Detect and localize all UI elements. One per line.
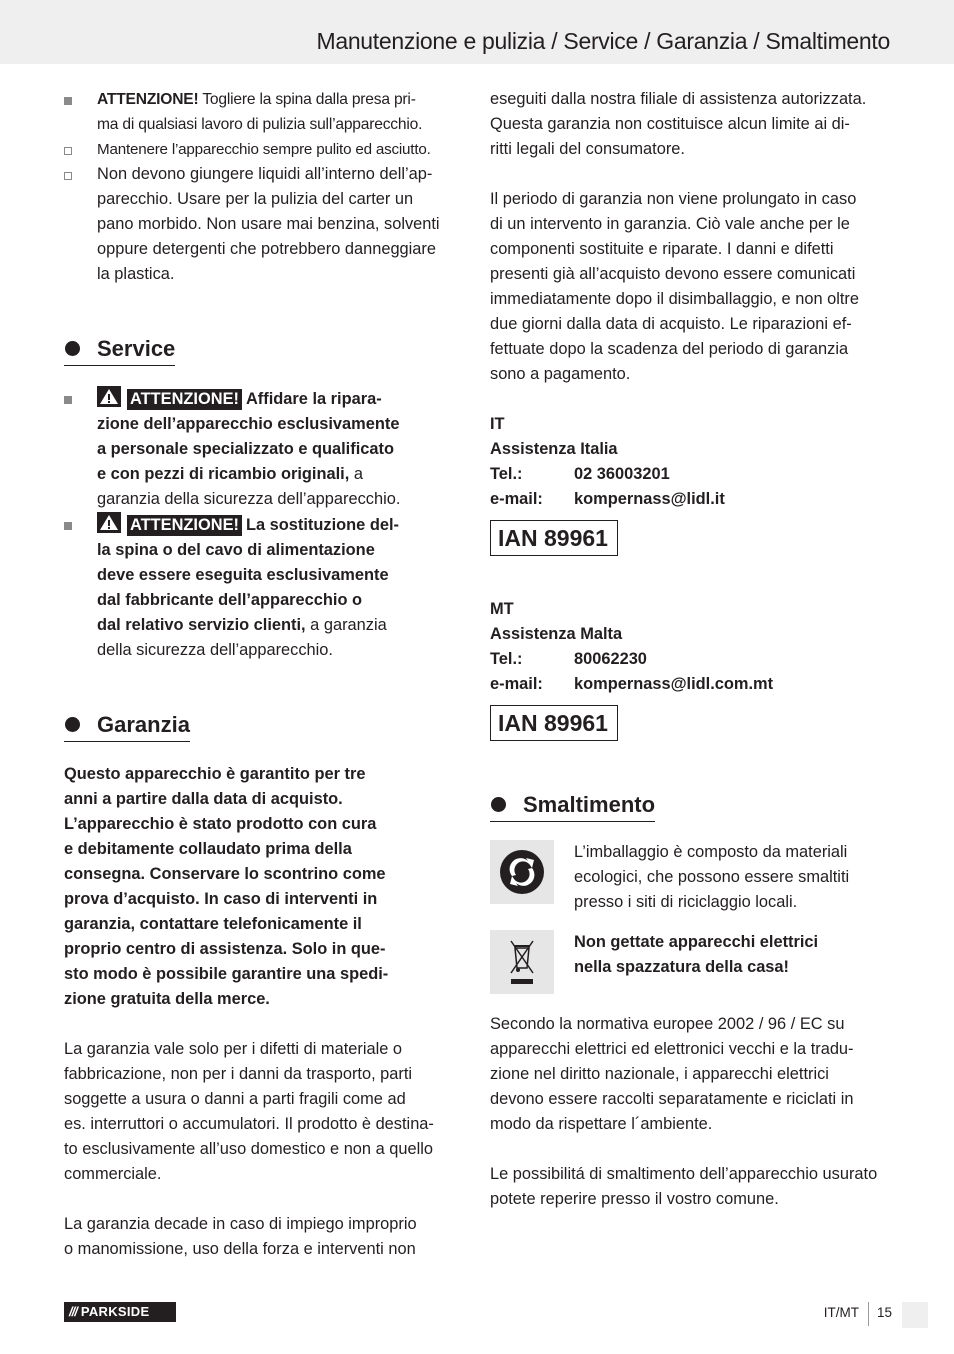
text-line: nella spazzatura della casa! [574,958,789,976]
footer-tab-marker [902,1302,928,1328]
text-line: sto modo è possibile garantire una spedi- [64,965,389,983]
text: dal relativo servizio clienti, [97,616,306,634]
maintenance-item-liquids [64,162,464,287]
text-line: della sicurezza dell’apparecchio. [97,641,333,659]
text: a garanzia [305,616,387,634]
text-line: anni a partire dalla data di acquisto. [64,790,343,808]
text: Togliere la spina dalla presa pri- [198,91,416,108]
text-line: garanzia, contattare telefonicamente il [64,915,362,933]
page-title: Manutenzione e pulizia / Service / Garanzia / Smaltimento [316,28,890,54]
heading-text: Service [97,336,176,361]
text-line: Le possibilitá di smaltimento dell’apparecchio usurato [490,1165,878,1183]
text-line: to esclusivamente all’uso domestico e non a quello [64,1140,434,1158]
text-line: la spina o del cavo di alimentazione [97,541,375,559]
text-line: immediatamente dopo il disimballaggio, e non oltre [490,290,859,308]
disposal-weee [490,930,892,994]
text-line: zione dell’apparecchio esclusivamente [97,415,400,433]
country-code: IT [490,415,505,433]
text-line: o manomissione, uso della forza e interventi non [64,1240,416,1258]
text-line: la plastica. [97,265,175,283]
text-line: parecchio. Usare per la pulizia del carter un [97,190,414,208]
text-line: pano morbido. Non usare mai benzina, solventi [97,215,440,233]
recycling-icon [490,840,554,904]
service-item-cable [64,512,464,663]
text-line: ma di qualsiasi lavoro di pulizia sull’apparecchio. [97,116,423,133]
text-line: La garanzia vale solo per i difetti di materiale o [64,1040,403,1058]
text-line: zione nel diritto nazionale, i apparecchi elettrici [490,1065,829,1083]
right-column [490,87,892,1212]
disposal-paragraph-directive [490,1012,892,1137]
text-line: zione gratuita della merce. [64,990,270,1008]
text-line: fabbricazione, non per i danni da trasporto, parti [64,1065,413,1083]
text-line: garanzia della sicurezza dell’apparecchio. [97,490,401,508]
email-address: kompernass@lidl.com.mt [574,675,774,693]
text: e con pezzi di ricambio originali, [97,465,350,483]
service-center-name: Assistenza Italia [490,440,618,458]
text-line: dal fabbricante dell’apparecchio o [97,591,363,609]
phone-number: 80062230 [574,650,647,668]
email-label: e-mail: [490,490,543,508]
left-column [64,87,464,1262]
email-address: kompernass@lidl.it [574,490,725,508]
warranty-paragraph-void-continued [490,87,892,162]
text-line: devono essere raccolti separatamente e riciclati in [490,1090,854,1108]
text-line: La garanzia decade in caso di impiego improprio [64,1215,417,1233]
warranty-intro [64,762,464,1012]
parkside-logo [64,1302,176,1322]
text-line: soggette a usura o danni a parti fragili come ad [64,1090,406,1108]
bullet-square-outline-icon [64,172,72,180]
phone-label: Tel.: [490,650,523,668]
text-line: modo da rispettare l´ambiente. [490,1115,713,1133]
text-line: es. interruttori o accumulatori. Il prodotto è destina- [64,1115,434,1133]
text-line: Non gettate apparecchi elettrici [574,933,819,951]
service-center-name: Assistenza Malta [490,625,623,643]
heading-text: Smaltimento [523,792,656,817]
warranty-paragraph-period [490,187,892,387]
crossed-bin-icon [490,930,554,994]
warning-word: ATTENZIONE! [97,91,199,108]
text-line: Secondo la normativa europee 2002 / 96 / EC su [490,1015,845,1033]
text-line: commerciale. [64,1165,162,1183]
text-line: consegna. Conservare lo scontrino come [64,865,386,883]
text-line: ecologici, che possono essere smaltiti [574,868,850,886]
service-item-repair [64,386,464,512]
text-line: componenti sostituite e riparate. I danni e difetti [490,240,834,258]
text-line: prova d’acquisto. In caso di interventi in [64,890,378,908]
service-heading [64,335,175,366]
disposal-packaging [490,840,892,915]
text: La sostituzione del- [245,516,399,534]
text-line: presso i siti di riciclaggio locali. [574,893,798,911]
text-line: oppure detergenti che potrebbero danneggiare [97,240,437,258]
text-line: deve essere eseguita esclusivamente [97,566,389,584]
text-line: L’imballaggio è composto da materiali [574,843,848,861]
text: Affidare la ripara- [245,390,382,408]
text-line: fettuate dopo la scadenza del periodo di garanzia [490,340,849,358]
warning-triangle-icon [97,386,121,407]
disposal-heading [490,791,655,822]
warning-triangle-icon [97,512,121,533]
text-line: presenti già all’acquisto devono essere comunicati [490,265,856,283]
ian-box-malta: IAN 89961 [490,705,618,741]
heading-bullet-icon [65,717,80,732]
text-line: ritti legali del consumatore. [490,140,685,158]
footer-divider [868,1302,869,1326]
bullet-square-icon [64,97,72,105]
text-line: Mantenere l’apparecchio sempre pulito ed asciutto. [97,141,431,158]
page-number: 15 [877,1305,893,1320]
email-label: e-mail: [490,675,543,693]
text-line: Il periodo di garanzia non viene prolungato in caso [490,190,857,208]
ian-box-italy: IAN 89961 [490,520,618,556]
text-line: apparecchi elettrici ed elettronici vecchi e la tradu- [490,1040,854,1058]
bullet-square-outline-icon [64,147,72,155]
bullet-square-icon [64,522,72,530]
contact-italy [490,412,892,512]
text-line: sono a pagamento. [490,365,631,383]
phone-number: 02 36003201 [574,465,670,483]
footer-region: IT/MT [823,1305,859,1320]
text-line: a personale specializzato e qualificato [97,440,394,458]
text-line: due giorni dalla data di acquisto. Le riparazioni ef- [490,315,852,333]
warranty-paragraph-void [64,1212,464,1262]
contact-malta [490,597,892,697]
text-line: e debitamente collaudato prima della [64,840,352,858]
logo-stripes: /// [69,1304,77,1319]
heading-bullet-icon [65,341,80,356]
maintenance-item-clean [64,137,464,162]
page-header [0,0,954,64]
text-line: potete reperire presso il vostro comune. [490,1190,779,1208]
heading-bullet-icon [491,797,506,812]
text-line: proprio centro di assistenza. Solo in que- [64,940,386,958]
text-line: eseguiti dalla nostra filiale di assistenza autorizzata. [490,90,867,108]
phone-label: Tel.: [490,465,523,483]
text-line: Questa garanzia non costituisce alcun limite ai di- [490,115,850,133]
bullet-square-icon [64,396,72,404]
warning-label: ATTENZIONE! [127,389,242,410]
country-code: MT [490,600,514,618]
text-line: Questo apparecchio è garantito per tre [64,765,366,783]
text-line: L’apparecchio è stato prodotto con cura [64,815,377,833]
warranty-heading [64,711,190,742]
disposal-paragraph-municipality [490,1162,892,1212]
text: a [349,465,363,483]
warranty-paragraph-scope [64,1037,464,1187]
text-line: Non devono giungere liquidi all’interno dell’ap- [97,165,433,183]
warning-label: ATTENZIONE! [127,515,242,536]
brand-name: PARKSIDE [80,1304,150,1319]
heading-text: Garanzia [97,712,190,737]
text-line: di un intervento in garanzia. Ciò vale anche per le [490,215,850,233]
maintenance-item-unplug [64,87,464,137]
